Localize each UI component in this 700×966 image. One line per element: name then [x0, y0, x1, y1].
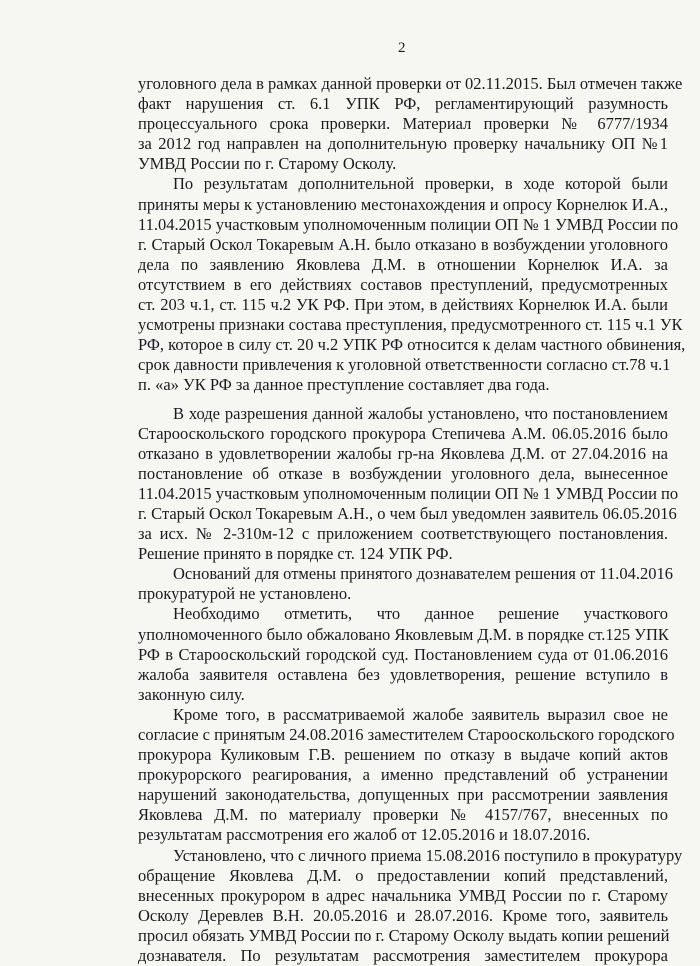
text-line: г. Старый Оскол Токаревым А.Н. было отказано в возбуждении уголовного	[138, 234, 668, 254]
text-line: 11.04.2015 участковым уполномоченным полиции ОП № 1 УМВД России по	[138, 214, 679, 234]
text-line: Необходимо отметить, что данное решение участкового	[173, 604, 668, 624]
text-line: за исх. № 2-310м-12 с приложением соответствующего постановления.	[138, 524, 668, 544]
text-line: дознавателя. По результатам рассмотрения заместителем прокурора	[138, 946, 668, 966]
text-line: усмотрены признаки состава преступления, предусмотренного ст. 115 ч.1 УК	[138, 315, 683, 335]
text-line: уголовного дела в рамках данной проверки от 02.11.2015. Был отмечен также	[138, 74, 683, 93]
text-line: отказано в удовлетворении жалобы гр-на Яковлева Д.М. от 27.04.2016 на	[138, 443, 668, 463]
text-line: законную силу.	[138, 684, 245, 704]
page-number: 2	[398, 40, 406, 56]
text-line: По результатам дополнительной проверки, в ходе которой были	[173, 174, 668, 194]
text-line: прокурора Куликовым Г.В. решением по отказу в выдаче копий актов	[138, 745, 668, 765]
paragraph	[138, 174, 686, 395]
text-line: г. Старый Оскол Токаревым А.Н., о чем был уведомлен заявитель 06.05.2016	[138, 503, 677, 523]
text-line: результатам рассмотрения его жалоб от 12.05.2016 и 18.07.2016.	[138, 825, 591, 845]
text-line: Кроме того, в рассматриваемой жалобе заявитель выразил свое не	[173, 704, 668, 724]
text-line: прокурорского реагирования, а именно представлений об устранении	[138, 765, 668, 785]
text-line: 11.04.2015 участковым уполномоченным полиции ОП № 1 УМВД России по	[138, 483, 679, 503]
paragraph	[138, 564, 673, 604]
document-body	[138, 74, 686, 966]
text-line: факт нарушения ст. 6.1 УПК РФ, регламентирующий разумность	[138, 94, 668, 114]
paragraph-gap	[138, 396, 668, 404]
text-line: процессуального срока проверки. Материал проверки № 6777/1934	[138, 114, 668, 134]
text-line: отсутствием в его действиях составов преступлений, предусмотренных	[138, 274, 668, 294]
text-line: Установлено, что с личного приема 15.08.2016 поступило в прокуратуру	[173, 845, 683, 865]
text-line: РФ, которое в силу ст. 20 ч.2 УПК РФ относится к делам частного обвинения,	[138, 335, 686, 355]
text-line: прокуратурой не установлено.	[138, 584, 352, 604]
text-line: постановление об отказе в возбуждении уголовного дела, вынесенное	[138, 463, 668, 483]
text-line: Старооскольского городского прокурора Степичева А.М. 06.05.2016 было	[138, 423, 668, 443]
text-line: срок давности привлечения к уголовной ответственности согласно ст.78 ч.1	[138, 355, 671, 375]
paragraph	[138, 604, 668, 704]
text-line: ст. 203 ч.1, ст. 115 ч.2 УК РФ. При этом, в действиях Корнелюк И.А. были	[138, 295, 668, 315]
text-line: В ходе разрешения данной жалобы установлено, что постановлением	[173, 403, 668, 423]
text-line: п. «а» УК РФ за данное преступление составляет два года.	[138, 375, 550, 395]
text-line: УМВД России по г. Старому Осколу.	[138, 154, 397, 174]
paragraph	[138, 403, 679, 565]
text-line: жалоба заявителя оставлена без удовлетворения, решение вступило в	[138, 664, 668, 684]
text-line: дела по заявлению Яковлева Д.М. в отношении Корнелюк И.А. за	[138, 254, 668, 274]
paragraph	[138, 704, 675, 846]
text-line: РФ в Старооскольский городской суд. Постановлением суда от 01.06.2016	[138, 644, 668, 664]
text-line: просил обязать УМВД России по г. Старому Осколу выдать копии решений	[138, 925, 670, 945]
text-line: нарушений законодательства, допущенных при рассмотрении заявления	[138, 785, 668, 805]
paragraph	[138, 74, 683, 174]
text-line: Оснований для отмены принятого дознавателем решения от 11.04.2016	[173, 564, 673, 584]
text-line: приняты меры к установлению местонахождения и опросу Корнелюк И.А.,	[138, 194, 668, 214]
text-line: Решение принято в порядке ст. 124 УПК РФ.	[138, 544, 453, 564]
text-line: уполномоченного было обжаловано Яковлевым Д.М. в порядке ст.125 УПК	[138, 624, 669, 644]
text-line: Яковлева Д.М. по материалу проверки № 4157/767, внесенных по	[138, 805, 668, 825]
text-line: обращение Яковлева Д.М. о предоставлении копий представлений,	[138, 865, 668, 885]
text-line: Осколу Деревлев В.Н. 20.05.2016 и 28.07.2016. Кроме того, заявитель	[138, 905, 668, 925]
text-line: согласие с принятым 24.08.2016 заместителем Старооскольского городского	[138, 725, 675, 744]
paragraph	[138, 845, 683, 966]
text-line: внесенных прокурором в адрес начальника УМВД России по г. Старому	[138, 885, 668, 905]
text-line: за 2012 год направлен на дополнительную проверку начальнику ОП №1	[138, 134, 668, 154]
